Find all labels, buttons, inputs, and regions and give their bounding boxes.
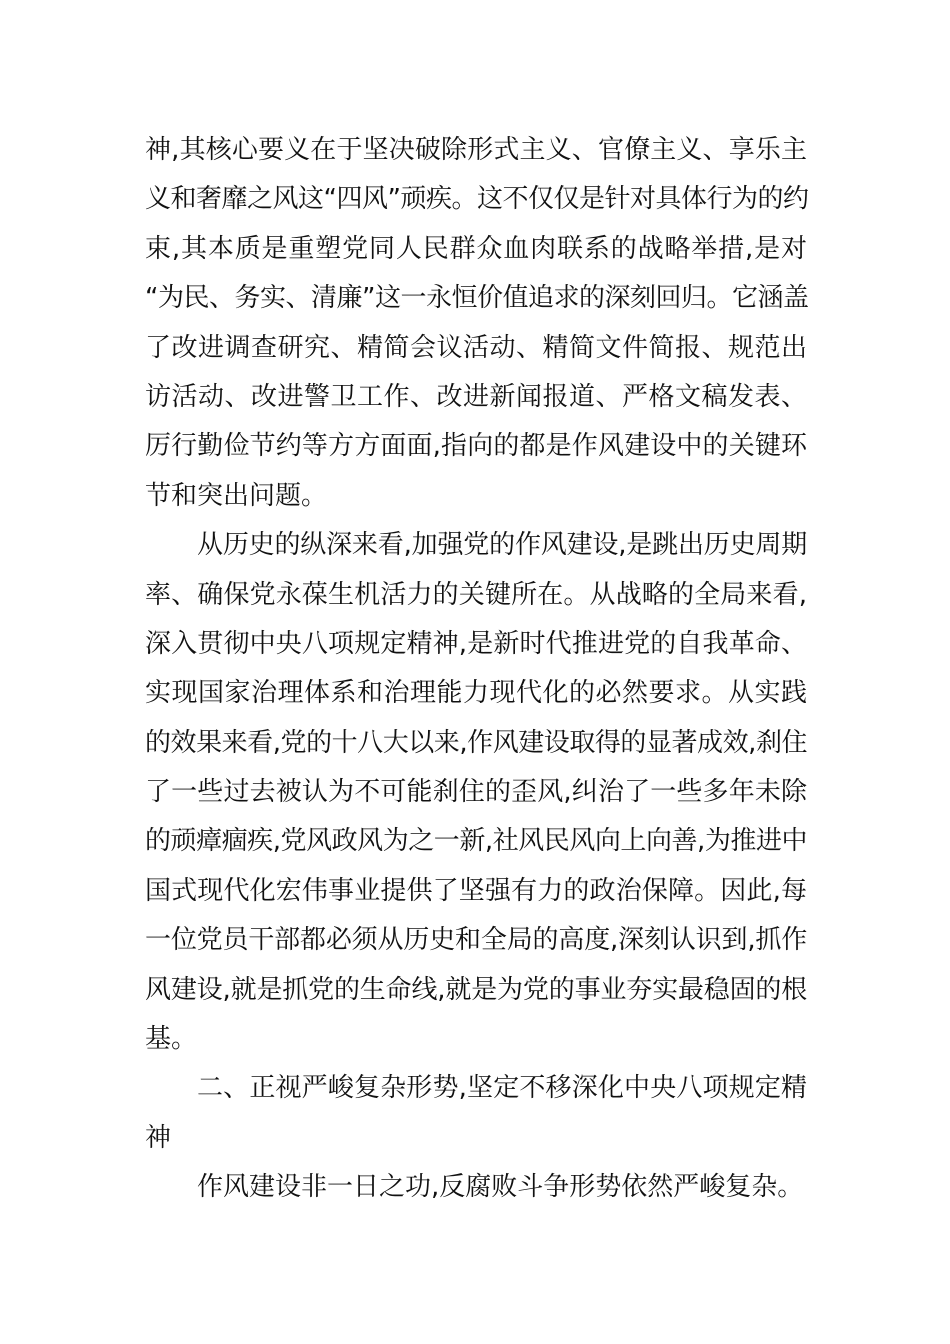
text-line: 义和奢靡之风这“四风”顽疾。这不仅仅是针对具体行为的约: [145, 184, 809, 215]
text-line: 的效果来看,党的十八大以来,作风建设取得的显著成效,刹住: [145, 727, 807, 758]
text-line: 基。: [145, 1024, 198, 1055]
text-line: 国式现代化宏伟事业提供了坚强有力的政治保障。因此,每: [145, 875, 807, 906]
text-line: 率、确保党永葆生机活力的关键所在。从战略的全局来看,: [145, 579, 807, 610]
text-line: 作风建设非一日之功,反腐败斗争形势依然严峻复杂。: [197, 1172, 804, 1203]
text-line: 厉行勤俭节约等方方面面,指向的都是作风建设中的关键环: [145, 431, 807, 462]
paragraph-2: [145, 521, 807, 1064]
heading-line: 神: [145, 1122, 172, 1153]
document-body: [145, 126, 807, 1213]
text-line: 节和突出问题。: [145, 480, 328, 511]
text-line: “为民、务实、清廉”这一永恒价值追求的深刻回归。它涵盖: [145, 283, 809, 314]
section-heading-2: [145, 1064, 807, 1163]
text-line: 一位党员干部都必须从历史和全局的高度,深刻认识到,抓作: [145, 925, 807, 956]
text-line: 的顽瘴痼疾,党风政风为之一新,社风民风向上向善,为推进中: [145, 826, 807, 857]
text-line: 实现国家治理体系和治理能力现代化的必然要求。从实践: [145, 678, 807, 709]
heading-line: 二、正视严峻复杂形势,坚定不移深化中央八项规定精: [197, 1073, 807, 1104]
text-line: 神,其核心要义在于坚决破除形式主义、官僚主义、享乐主: [145, 135, 807, 165]
paragraph-3: [145, 1163, 807, 1212]
paragraph-1: [145, 126, 807, 521]
text-line: 了一些过去被认为不可能刹住的歪风,纠治了一些多年未除: [145, 777, 807, 808]
text-line: 从历史的纵深来看,加强党的作风建设,是跳出历史周期: [197, 530, 807, 561]
text-line: 了改进调查研究、精简会议活动、精简文件简报、规范出: [145, 332, 807, 363]
text-line: 深入贯彻中央八项规定精神,是新时代推进党的自我革命、: [145, 628, 807, 659]
text-line: 风建设,就是抓党的生命线,就是为党的事业夯实最稳固的根: [145, 974, 807, 1005]
text-line: 束,其本质是重塑党同人民群众血肉联系的战略举措,是对: [145, 233, 807, 264]
text-line: 访活动、改进警卫工作、改进新闻报道、严格文稿发表、: [145, 381, 807, 412]
